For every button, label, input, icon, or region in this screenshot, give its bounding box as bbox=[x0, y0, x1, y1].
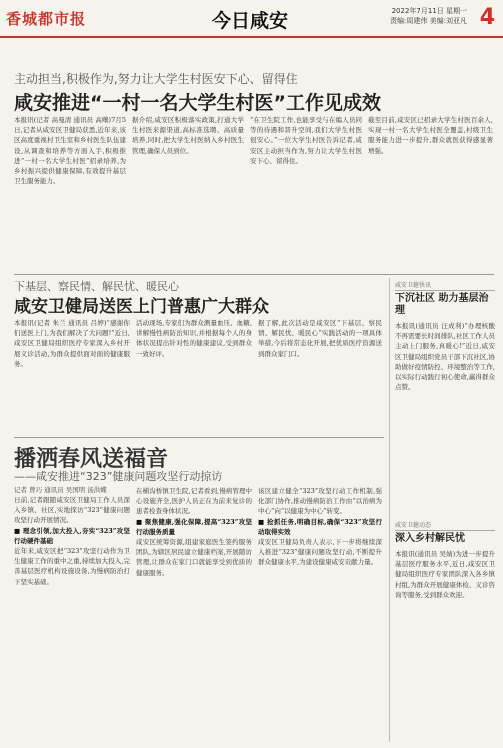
page-number: 4 bbox=[479, 5, 495, 30]
sidebar-label: 咸安卫健动态 bbox=[395, 520, 495, 531]
story3-byline: 记者 曾巧 通讯员 吴国明 汤洪蝶 bbox=[14, 486, 107, 494]
section-title: 今日咸安 bbox=[211, 10, 288, 32]
issue-date bbox=[390, 6, 467, 26]
story2-headline: 咸安卫健局送医上门普惠广大群众 bbox=[14, 297, 269, 317]
story3-column bbox=[14, 486, 130, 742]
story3-paragraph: 在横沟桥镇卫生院,记者看到,慢病管理中心设施齐全,医护人员正在为前来复诊的患者检查身体状况。 bbox=[136, 487, 252, 516]
story1-column: 截至目前,咸安区已招录大学生村医百余人,实现一村一名大学生村医全覆盖,村级卫生服务能力进一步提升,群众就医获得感显著增强。 bbox=[368, 116, 493, 155]
divider bbox=[14, 437, 384, 438]
story1-column: 本报讯(记者 高曼清 通讯员 高曙)7月5日,记者从咸安区卫健局获悉,近年来,该区高度重视村卫生室和乡村医生队伍建设,从调查和培养等方面入手,积极推进“一村一名大学生村医”招录培养,为乡村振兴提供健康保障,有效提升基层卫生服务能力。 bbox=[14, 116, 126, 186]
divider bbox=[14, 274, 494, 275]
story3-paragraph: 咸安区统筹资源,组建家庭医生签约服务团队,为辖区居民建立健康档案,开展随访管理,让群众在家门口就能享受到优质的健康服务。 bbox=[136, 538, 252, 577]
story1-kicker: 主动担当,积极作为,努力让大学生村医安下心、留得住 bbox=[14, 72, 298, 86]
story3-paragraph: 近年来,咸安区把“323”攻坚行动作为卫生健康工作的重中之重,持续加大投入,完善基层医疗机构设施设备,为慢病防治打下坚实基础。 bbox=[14, 547, 130, 586]
story3-column bbox=[258, 486, 382, 742]
story3-headline: 播洒春风送福音 bbox=[14, 447, 169, 472]
sidebar-label: 咸安卫健快讯 bbox=[395, 280, 495, 291]
story3-subhead: ■ 抢抓任务,明确目标,确保“323”攻坚行动取得实效 bbox=[258, 517, 382, 536]
sidebar-title: 下沉社区 助力基层治理 bbox=[395, 293, 489, 316]
newspaper-logo: 香城都市报 bbox=[6, 10, 87, 28]
story1-column: “在卫生院工作,也能享受与在编人员同等的待遇和晋升空间,我们大学生村医很安心。”一位大学生村医告诉记者,咸安区主动担当作为,努力让大学生村医安下心、留得住。 bbox=[250, 116, 362, 165]
story3-subhead: ■ 理念引领,加大投入,夯实“323”攻坚行动硬件基础 bbox=[14, 526, 130, 545]
story2-kicker: 下基层、察民情、解民忧、暖民心 bbox=[14, 280, 179, 293]
story1-column: 据介绍,咸安区积极落实政策,打通大学生村医来源渠道,高标准选聘、高质量培养,同时,把大学生村医纳入乡村医生管理,确保人员到位。 bbox=[132, 116, 244, 155]
editor-line: 责编:周建伟 美编:刘亚凡 bbox=[390, 17, 467, 25]
sidebar-text: 本报讯(通讯员 吴婧)为进一步提升基层医疗服务水平,近日,咸安区卫健局组织医疗专家团队深入各乡镇村组,为群众开展健康体检、义诊咨询等服务,受到群众欢迎。 bbox=[395, 550, 495, 599]
story3-paragraph: 咸安区卫健局负责人表示,下一步将继续深入推进“323”健康问题攻坚行动,不断提升群众健康水平,为建设健康咸安贡献力量。 bbox=[258, 538, 382, 567]
story2-column: 据了解,此次活动是咸安区“下基层、察民情、解民忧、暖民心”实践活动的一项具体举措,今后将常态化开展,把优质医疗资源送到群众家门口。 bbox=[258, 319, 382, 358]
sidebar-box bbox=[395, 280, 495, 539]
sidebar-text: 本报讯(通讯员 汪成利)“办理核酸不再需要长时间排队,社区工作人员主动上门服务,真暖心!”近日,咸安区卫健局组织党员干部下沉社区,协助做好疫情防控、环境整治等工作,以实际行动践行初心使命,赢得群众点赞。 bbox=[395, 322, 495, 392]
story2-column: 活动现场,专家们为群众测量血压、血糖,讲解慢性病防治知识,并根据每个人的身体状况提出针对性的健康建议,受到群众一致好评。 bbox=[136, 319, 252, 358]
masthead bbox=[0, 0, 503, 38]
date-line: 2022年7月11日 星期一 bbox=[391, 7, 467, 15]
story3-paragraph: 该区建立健全“323”攻坚行动工作机制,强化部门协作,推动慢病防治工作由“以治病为中心”向“以健康为中心”转变。 bbox=[258, 487, 382, 516]
story3-subhead: ■ 聚焦健康,强化保障,提高“323”攻坚行动服务质量 bbox=[136, 517, 252, 536]
story3-subtitle: ——咸安推进“323”健康问题攻坚行动掠访 bbox=[14, 470, 223, 483]
story2-column: 本报讯(记者 朱兰 通讯员 吕婷)“感谢你们送医上门,为我们解决了大问题!”近日,咸安区卫健局组织医疗专家深入乡村开展义诊活动,为群众提供面对面的健康服务。 bbox=[14, 319, 130, 368]
story3-column bbox=[136, 486, 252, 742]
story1-headline: 咸安推进“一村一名大学生村医”工作见成效 bbox=[14, 92, 381, 114]
sidebar-title: 深入乡村解民忧 bbox=[395, 533, 465, 544]
story3-paragraph: 日前,记者跟随咸安区卫健局工作人员深入乡镇、社区,实地探访“323”健康问题攻坚行动开展情况。 bbox=[14, 496, 130, 525]
column-divider bbox=[389, 278, 390, 742]
sidebar-box bbox=[395, 520, 495, 739]
